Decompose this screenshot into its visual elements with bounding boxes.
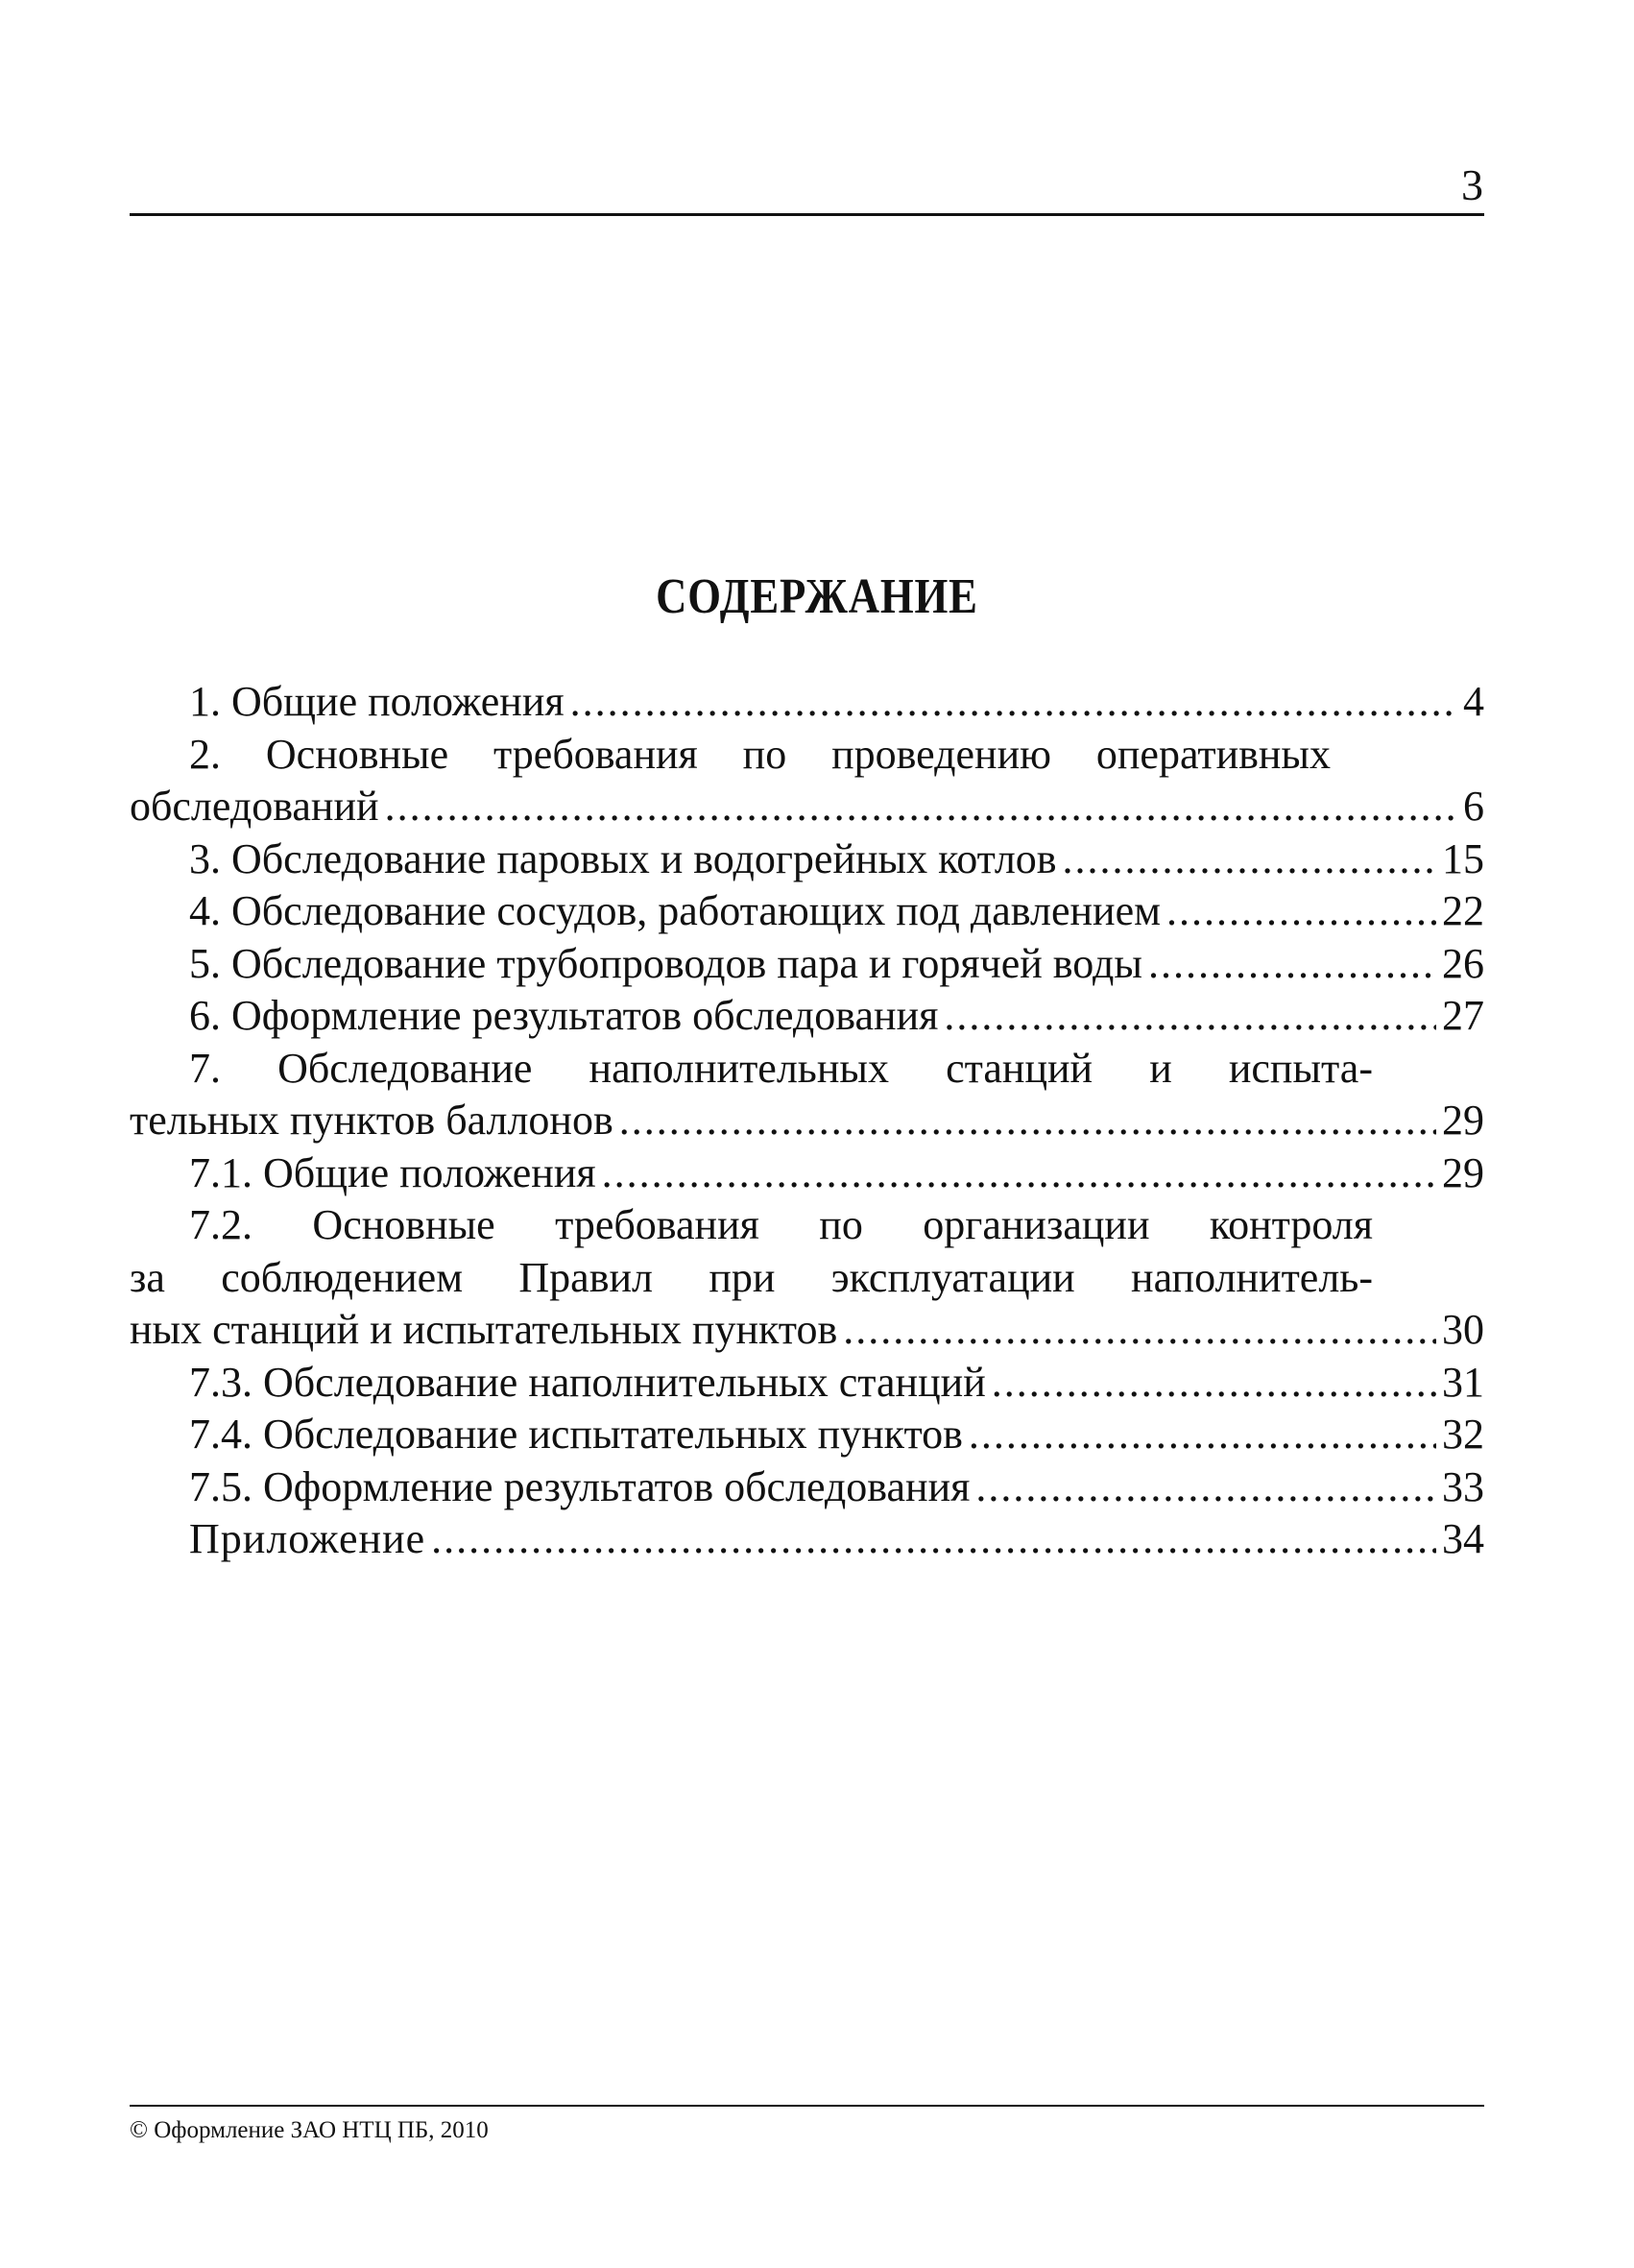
toc-entry-7-2-line2[interactable]	[130, 1252, 1484, 1305]
toc-entry-2-line1[interactable]	[130, 729, 1484, 782]
dot-leader	[431, 1513, 1436, 1566]
toc-entry-3[interactable]	[130, 833, 1484, 886]
page-number: 3	[1461, 160, 1483, 209]
toc-entry-1[interactable]	[130, 676, 1484, 729]
toc-entry-7-1[interactable]	[130, 1147, 1484, 1200]
toc-entry-page: 22	[1442, 887, 1484, 934]
toc-entry-text: 7.5. Оформление результатов обследования	[189, 1462, 971, 1510]
toc-entry-text: 2. Основные требования по проведению оперативных	[189, 730, 1331, 778]
dot-leader	[570, 676, 1457, 729]
toc-entry-page: 33	[1442, 1462, 1484, 1510]
dot-leader	[1148, 938, 1436, 991]
toc-entry-4[interactable]	[130, 885, 1484, 938]
dot-leader	[619, 1095, 1436, 1147]
toc-entry-7-2-line3[interactable]	[130, 1304, 1484, 1357]
dot-leader	[843, 1304, 1436, 1357]
toc-entry-7-line1[interactable]	[130, 1043, 1484, 1096]
toc-entry-2-line2[interactable]	[130, 781, 1484, 833]
toc-entry-page: 26	[1442, 939, 1484, 987]
dot-leader	[1166, 885, 1436, 938]
toc-entry-page: 6	[1463, 783, 1484, 830]
toc-entry-text: 6. Оформление результатов обследования	[189, 992, 939, 1039]
dot-leader	[944, 990, 1436, 1043]
toc-title: СОДЕРЖАНИЕ	[656, 569, 978, 624]
toc-entry-7-2-line1[interactable]	[130, 1199, 1484, 1252]
toc-entry-page: 29	[1442, 1148, 1484, 1196]
dot-leader	[992, 1357, 1436, 1410]
dot-leader	[385, 781, 1457, 833]
toc-entry-7-3[interactable]	[130, 1357, 1484, 1410]
toc-entry-page: 29	[1442, 1097, 1484, 1144]
toc-entry-text: 7.4. Обследование испытательных пунктов	[189, 1411, 963, 1458]
dot-leader	[602, 1147, 1436, 1200]
toc-entry-page: 34	[1442, 1515, 1484, 1562]
toc-entry-text: тельных пунктов баллонов	[130, 1097, 613, 1144]
table-of-contents	[130, 676, 1484, 1566]
toc-entry-5[interactable]	[130, 938, 1484, 991]
toc-entry-text: Приложение	[189, 1515, 426, 1562]
toc-entry-6[interactable]	[130, 990, 1484, 1043]
toc-entry-text: 4. Обследование сосудов, работающих под давлением	[189, 887, 1161, 934]
toc-entry-appendix[interactable]	[130, 1513, 1484, 1566]
toc-entry-7-4[interactable]	[130, 1409, 1484, 1461]
toc-entry-page: 31	[1442, 1358, 1484, 1406]
toc-entry-text: 3. Обследование паровых и водогрейных котлов	[189, 834, 1057, 882]
toc-entry-text: обследований	[130, 783, 379, 830]
toc-entry-page: 27	[1442, 992, 1484, 1039]
toc-entry-text: за соблюдением Правил при эксплуатации наполнитель-	[130, 1253, 1373, 1301]
toc-entry-text: 7.3. Обследование наполнительных станций	[189, 1358, 986, 1406]
copyright-footer: © Оформление ЗАО НТЦ ПБ, 2010	[130, 2117, 489, 2143]
toc-entry-text: 7.2. Основные требования по организации контроля	[189, 1201, 1373, 1248]
footer-rule	[130, 2105, 1484, 2107]
toc-entry-page: 4	[1463, 678, 1484, 725]
toc-entry-text: 1. Общие положения	[189, 678, 565, 725]
toc-entry-text: ных станций и испытательных пунктов	[130, 1306, 838, 1353]
dot-leader	[975, 1461, 1436, 1514]
toc-entry-7-line2[interactable]	[130, 1095, 1484, 1147]
toc-entry-page: 15	[1442, 834, 1484, 882]
toc-entry-page: 32	[1442, 1411, 1484, 1458]
header-rule	[130, 213, 1484, 216]
toc-entry-7-5[interactable]	[130, 1461, 1484, 1514]
toc-entry-text: 7. Обследование наполнительных станций и испыта-	[189, 1044, 1373, 1092]
toc-entry-text: 5. Обследование трубопроводов пара и горячей воды	[189, 939, 1142, 987]
toc-entry-text: 7.1. Общие положения	[189, 1148, 596, 1196]
dot-leader	[1063, 833, 1436, 886]
toc-entry-page: 30	[1442, 1306, 1484, 1353]
dot-leader	[969, 1409, 1436, 1461]
